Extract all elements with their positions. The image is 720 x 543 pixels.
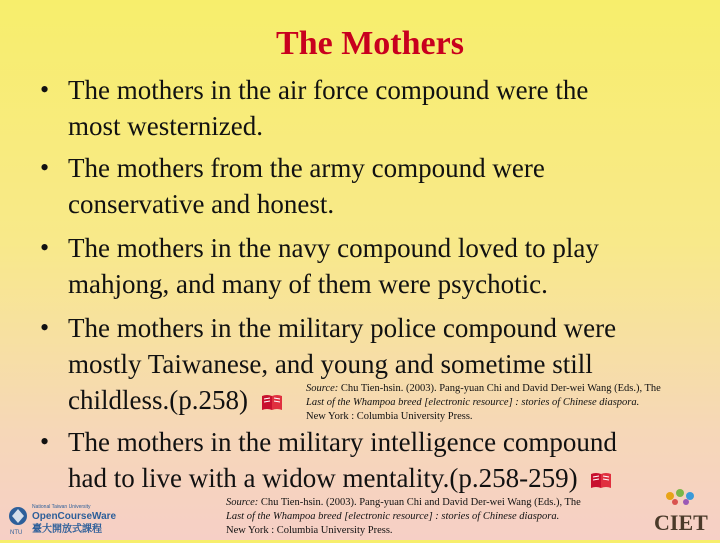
bullet-marker: • <box>40 313 50 342</box>
svg-text:OpenCourseWare: OpenCourseWare <box>32 511 116 522</box>
bullet-text-line: The mothers in the military intelligence compound <box>68 427 617 457</box>
bullet-text-line: The mothers from the army compound were <box>68 153 545 183</box>
citation-line: New York : Columbia University Press. <box>306 411 473 422</box>
ciet-logo <box>640 488 718 538</box>
citation-text: Chu Tien-hsin. (2003). Pang-yuan Chi and David Der-wei Wang (Eds.), The <box>258 497 581 508</box>
bullet-text-line: The mothers in the navy compound loved to play <box>68 233 599 263</box>
bullet-marker: • <box>40 427 50 456</box>
citation-text: Chu Tien-hsin. (2003). Pang-yuan Chi and David Der-wei Wang (Eds.), The <box>338 383 661 394</box>
source-label: Source: <box>226 497 259 508</box>
citation-line <box>306 382 718 396</box>
bullet-text-line: mahjong, and many of them were psychotic. <box>68 269 548 299</box>
svg-text:CIET: CIET <box>654 510 708 535</box>
citation-line <box>306 396 718 410</box>
citation-line: New York : Columbia University Press. <box>226 525 393 536</box>
bullet-text-line: The mothers in the military police compound were <box>68 313 617 343</box>
book-icon[interactable] <box>261 384 283 402</box>
citation-line <box>226 510 638 524</box>
svg-text:National Taiwan University: National Taiwan University <box>32 504 91 510</box>
bullet-text-line: most westernized. <box>68 111 263 141</box>
citation-title: Last of the Whampoa breed [electronic resource] : stories of Chinese diaspora. <box>306 397 640 408</box>
ntu-opencourseware-logo <box>6 500 116 536</box>
source-label: Source: <box>306 383 339 394</box>
citation-line <box>226 496 638 510</box>
svg-text:NTU: NTU <box>10 530 23 536</box>
bullet-marker: • <box>40 153 50 182</box>
source-citation <box>306 382 718 424</box>
svg-text:臺大開放式課程: 臺大開放式課程 <box>32 524 102 535</box>
bullet-marker: • <box>40 233 50 262</box>
bullet-text-line-with-icon <box>68 460 612 496</box>
bullet-text-line: mostly Taiwanese, and young and sometime still <box>68 349 593 379</box>
bullet-text: childless.(p.258) <box>68 385 248 415</box>
citation-title: Last of the Whampoa breed [electronic resource] : stories of Chinese diaspora. <box>226 511 560 522</box>
bullet-text-line: The mothers in the air force compound were the <box>68 75 589 105</box>
bullet-text-line-with-icon <box>68 382 283 418</box>
slide-title: The Mothers <box>276 25 464 62</box>
bullet-text: had to live with a widow mentality.(p.258-259) <box>68 463 578 493</box>
bullet-marker: • <box>40 75 50 104</box>
bullet-text-line: conservative and honest. <box>68 189 335 219</box>
book-icon[interactable] <box>590 462 612 480</box>
source-citation <box>226 496 638 538</box>
